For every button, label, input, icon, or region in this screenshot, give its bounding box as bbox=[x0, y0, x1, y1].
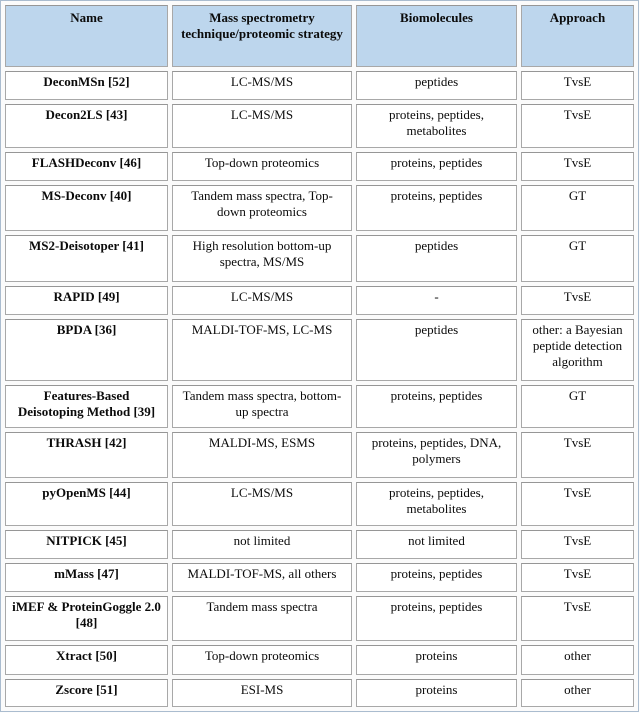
table-row bbox=[5, 385, 634, 428]
cell-name: mMass [47] bbox=[5, 563, 168, 592]
table-body bbox=[5, 71, 634, 707]
cell-biomolecules: proteins bbox=[356, 645, 517, 675]
table-row bbox=[5, 482, 634, 526]
cell-technique: LC-MS/MS bbox=[172, 286, 352, 315]
cell-technique: MALDI-MS, ESMS bbox=[172, 432, 352, 478]
cell-biomolecules: peptides bbox=[356, 71, 517, 100]
column-header-biomolecules: Biomolecules bbox=[356, 5, 517, 67]
cell-approach: other: a Bayesian peptide detection algorithm bbox=[521, 319, 634, 381]
table-row bbox=[5, 432, 634, 478]
cell-biomolecules: peptides bbox=[356, 235, 517, 282]
cell-biomolecules: proteins, peptides bbox=[356, 596, 517, 641]
cell-technique: not limited bbox=[172, 530, 352, 559]
cell-name: iMEF & ProteinGoggle 2.0 [48] bbox=[5, 596, 168, 641]
table-row bbox=[5, 185, 634, 231]
cell-technique: Tandem mass spectra, Top-down proteomics bbox=[172, 185, 352, 231]
table-row bbox=[5, 319, 634, 381]
cell-biomolecules: - bbox=[356, 286, 517, 315]
cell-biomolecules: proteins, peptides bbox=[356, 563, 517, 592]
cell-biomolecules: proteins, peptides, DNA, polymers bbox=[356, 432, 517, 478]
cell-biomolecules: peptides bbox=[356, 319, 517, 381]
cell-technique: MALDI-TOF-MS, LC-MS bbox=[172, 319, 352, 381]
cell-technique: Top-down proteomics bbox=[172, 645, 352, 675]
cell-approach: GT bbox=[521, 385, 634, 428]
table-row bbox=[5, 596, 634, 641]
cell-approach: GT bbox=[521, 235, 634, 282]
cell-biomolecules: not limited bbox=[356, 530, 517, 559]
cell-name: Features-Based Deisotoping Method [39] bbox=[5, 385, 168, 428]
cell-approach: other bbox=[521, 679, 634, 707]
table-row bbox=[5, 286, 634, 315]
cell-name: Zscore [51] bbox=[5, 679, 168, 707]
table-header-row bbox=[5, 5, 634, 67]
cell-name: Decon2LS [43] bbox=[5, 104, 168, 148]
cell-biomolecules: proteins bbox=[356, 679, 517, 707]
cell-technique: Tandem mass spectra bbox=[172, 596, 352, 641]
table-row bbox=[5, 645, 634, 675]
cell-name: MS2-Deisotoper [41] bbox=[5, 235, 168, 282]
cell-approach: TvsE bbox=[521, 71, 634, 100]
cell-approach: TvsE bbox=[521, 596, 634, 641]
cell-name: pyOpenMS [44] bbox=[5, 482, 168, 526]
table-row bbox=[5, 563, 634, 592]
cell-approach: TvsE bbox=[521, 563, 634, 592]
cell-approach: TvsE bbox=[521, 152, 634, 181]
table-row bbox=[5, 679, 634, 707]
cell-biomolecules: proteins, peptides bbox=[356, 152, 517, 181]
column-header-technique: Mass spectrometry technique/proteomic strategy bbox=[172, 5, 352, 67]
cell-approach: TvsE bbox=[521, 530, 634, 559]
table-row bbox=[5, 71, 634, 100]
cell-biomolecules: proteins, peptides, metabolites bbox=[356, 104, 517, 148]
cell-approach: TvsE bbox=[521, 286, 634, 315]
table-row bbox=[5, 152, 634, 181]
cell-approach: TvsE bbox=[521, 482, 634, 526]
cell-biomolecules: proteins, peptides bbox=[356, 185, 517, 231]
cell-biomolecules: proteins, peptides bbox=[356, 385, 517, 428]
cell-approach: TvsE bbox=[521, 432, 634, 478]
cell-technique: LC-MS/MS bbox=[172, 482, 352, 526]
cell-name: NITPICK [45] bbox=[5, 530, 168, 559]
table-row bbox=[5, 235, 634, 282]
column-header-name: Name bbox=[5, 5, 168, 67]
cell-biomolecules: proteins, peptides, metabolites bbox=[356, 482, 517, 526]
cell-name: DeconMSn [52] bbox=[5, 71, 168, 100]
column-header-approach: Approach bbox=[521, 5, 634, 67]
cell-name: BPDA [36] bbox=[5, 319, 168, 381]
table-row bbox=[5, 530, 634, 559]
cell-technique: High resolution bottom-up spectra, MS/MS bbox=[172, 235, 352, 282]
cell-approach: TvsE bbox=[521, 104, 634, 148]
cell-name: RAPID [49] bbox=[5, 286, 168, 315]
cell-approach: other bbox=[521, 645, 634, 675]
cell-technique: LC-MS/MS bbox=[172, 71, 352, 100]
cell-name: FLASHDeconv [46] bbox=[5, 152, 168, 181]
cell-approach: GT bbox=[521, 185, 634, 231]
cell-technique: LC-MS/MS bbox=[172, 104, 352, 148]
table-row bbox=[5, 104, 634, 148]
cell-name: THRASH [42] bbox=[5, 432, 168, 478]
cell-name: MS-Deconv [40] bbox=[5, 185, 168, 231]
cell-technique: MALDI-TOF-MS, all others bbox=[172, 563, 352, 592]
cell-technique: ESI-MS bbox=[172, 679, 352, 707]
cell-name: Xtract [50] bbox=[5, 645, 168, 675]
cell-technique: Top-down proteomics bbox=[172, 152, 352, 181]
cell-technique: Tandem mass spectra, bottom-up spectra bbox=[172, 385, 352, 428]
